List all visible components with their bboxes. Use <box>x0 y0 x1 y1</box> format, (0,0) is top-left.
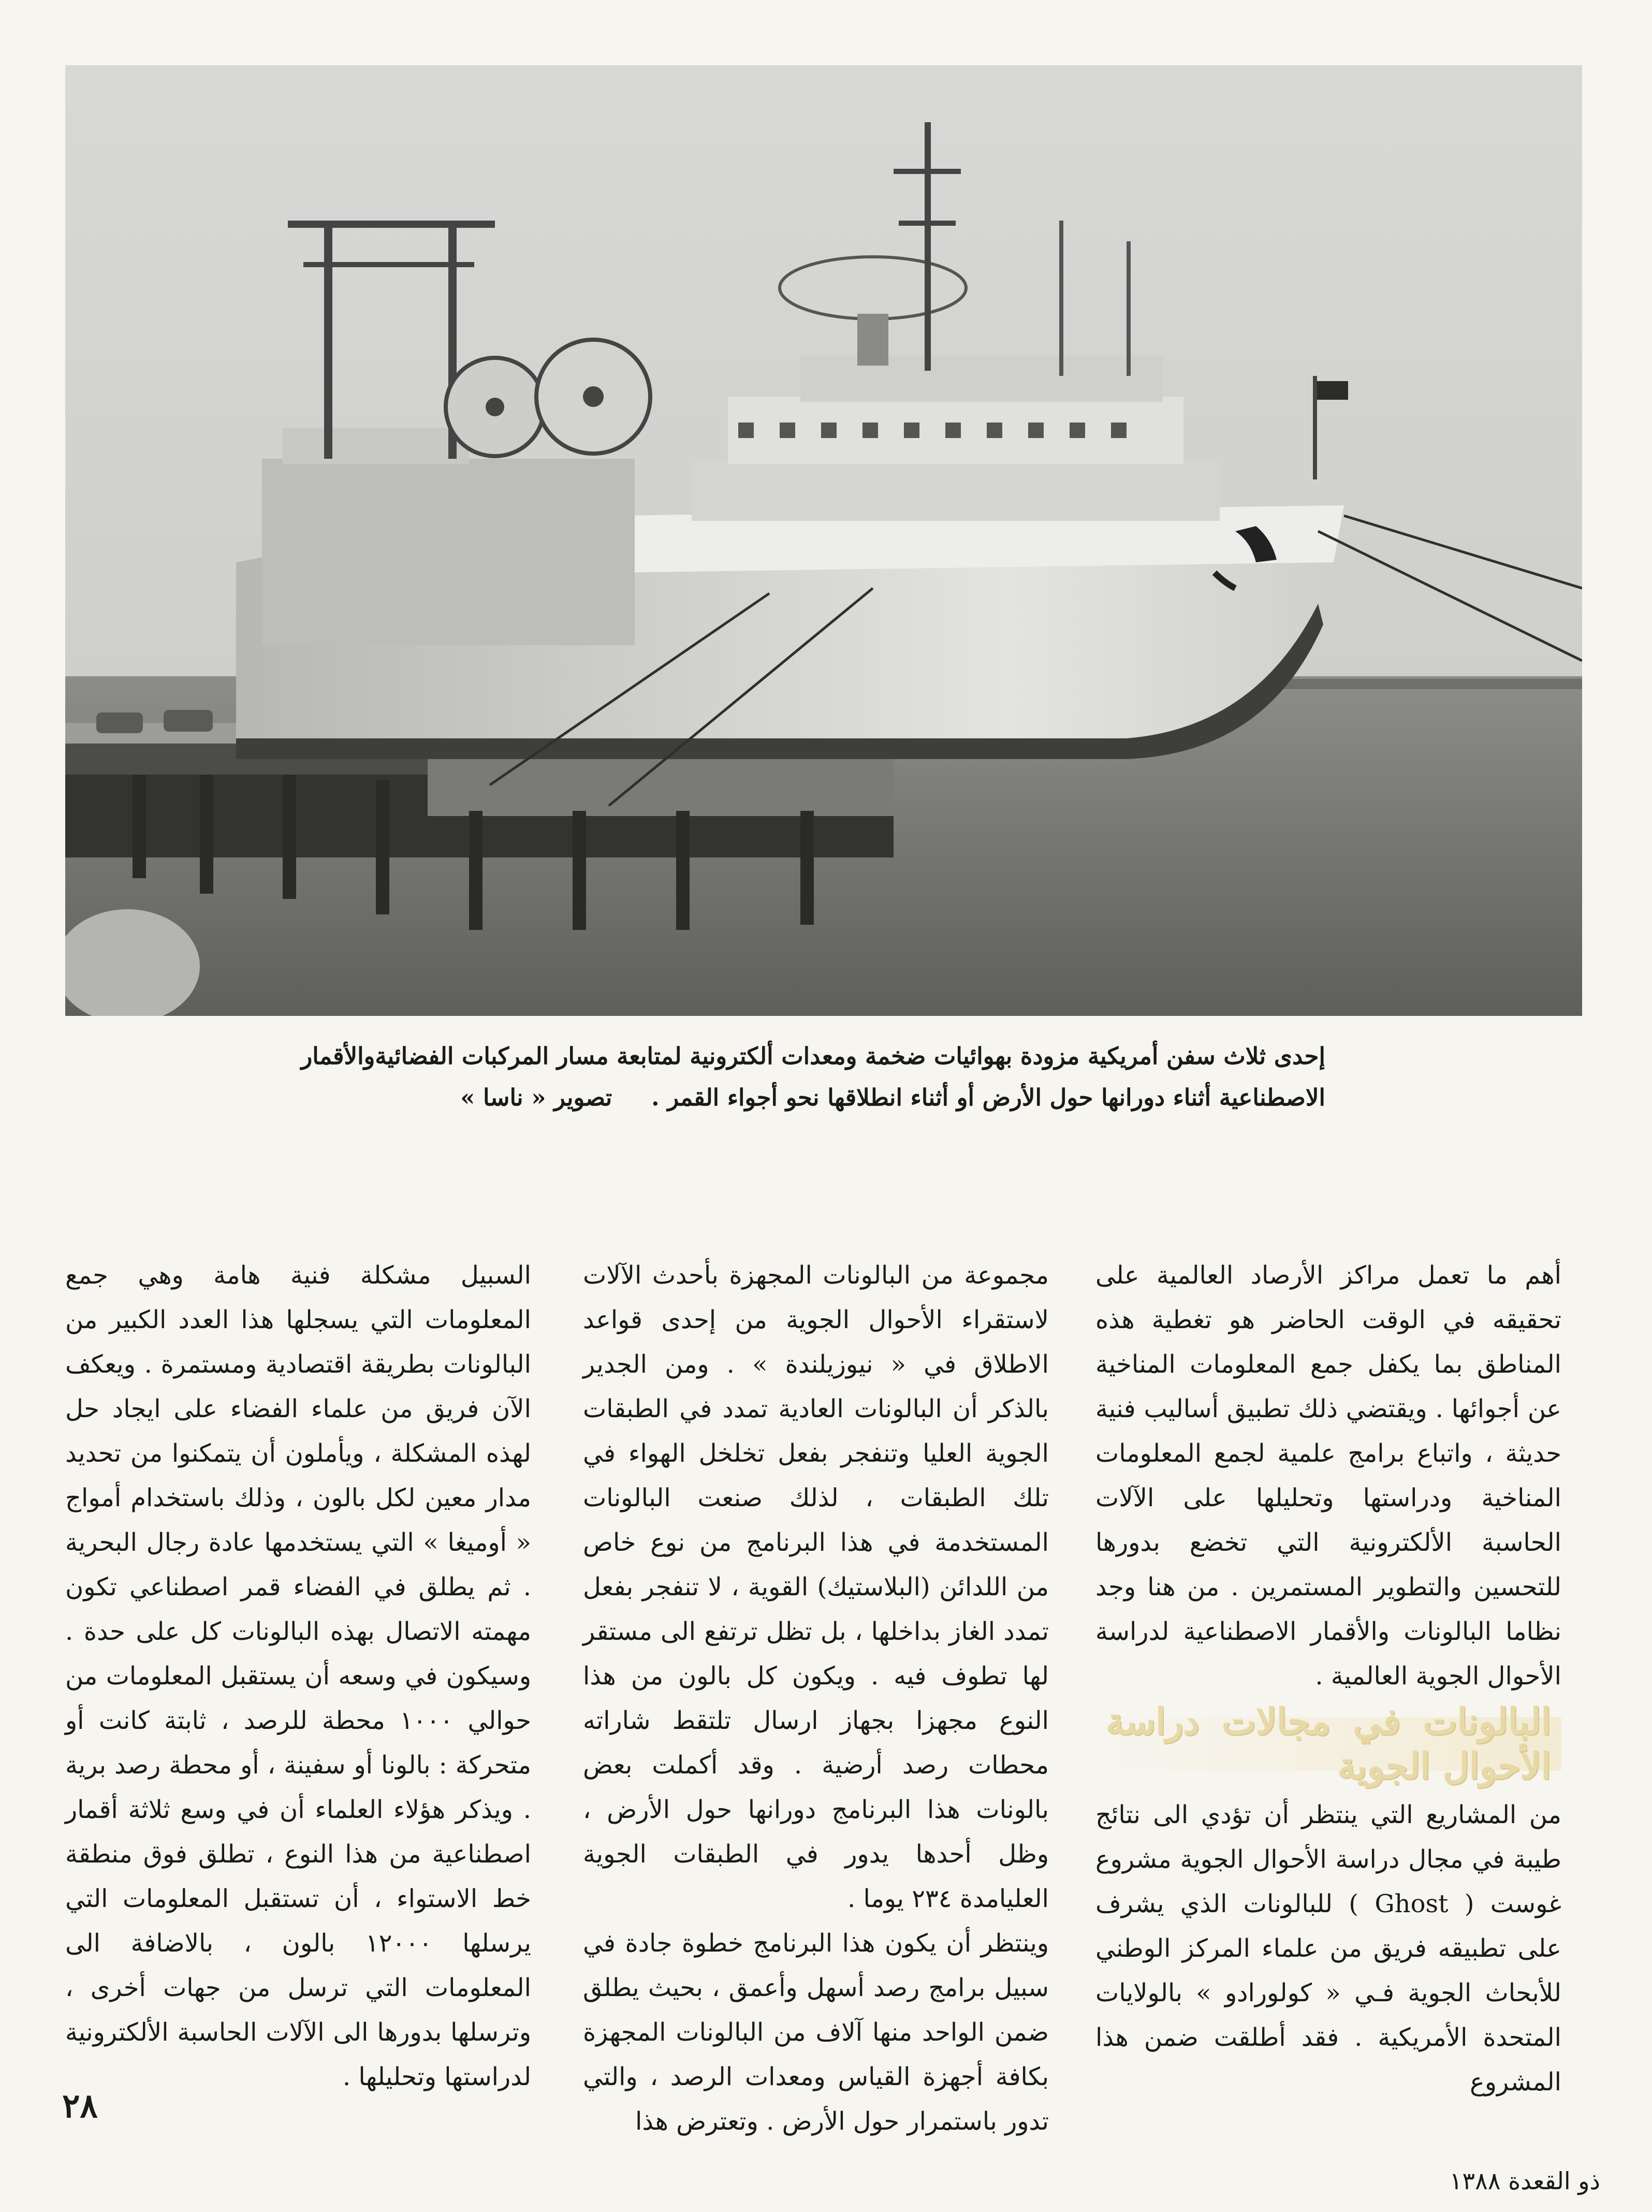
ship-photo <box>65 65 1582 1016</box>
paragraph: أهم ما تعمل مراكز الأرصاد العالمية على تحقيقه في الوقت الحاضر هو تغطية هذه المناطق بما يكفل جمع المعلومات المناخية عن أجوائها . ويقتضي ذلك تطبيق أساليب فنية حديثة ، واتباع برامج علمية لجمع المعلومات المناخية ودراستها وتحليلها على الآلات الحاسبة الألكترونية التي تخضع بدورها للتحسين والتطوير المستمرين . من هنا وجد نظاما البالونات والأقمار الاصطناعية لدراسة الأحوال الجوية العالمية . <box>1095 1261 1561 1691</box>
text-column-right <box>1095 1253 1561 2104</box>
page-number: ٢٨ <box>62 2087 98 2126</box>
photo-caption <box>269 1036 1325 1118</box>
section-heading: البالونات في مجالات دراسة الأحوال الجوية <box>1095 1717 1561 1771</box>
text-column-middle <box>583 1253 1049 2144</box>
photo-credit: تصوير « ناسا » <box>460 1084 612 1111</box>
caption-line-1: إحدى ثلاث سفن أمريكية مزودة بهوائيات ضخمة ومعدات ألكترونية لمتابعة مسار المركبات الفضائيةوالأقمار <box>301 1042 1325 1070</box>
issue-date: ذو القعدة ١٣٨٨ <box>1449 2167 1600 2195</box>
paragraph: وينتظر أن يكون هذا البرنامج خطوة جادة في سبيل برامج رصد أسهل وأعمق ، بحيث يطلق ضمن الواحد منها آلاف من البالونات المجهزة بكافة أجهزة القياس ومعدات الرصد ، والتي تدور باستمرار حول الأرض . وتعترض هذا <box>583 1929 1049 2136</box>
caption-line-2 <box>269 1077 1325 1118</box>
paragraph: السبيل مشكلة فنية هامة وهي جمع المعلومات التي يسجلها هذا العدد الكبير من البالونات بطريقة اقتصادية ومستمرة . ويعكف الآن فريق من علماء الفضاء على ايجاد حل لهذه المشكلة ، ويأملون أن يتمكنوا من تحديد مدار معين لكل بالون ، وذلك باستخدام أمواج « أوميغا » التي يستخدمها عادة رجال البحرية . ثم يطلق في الفضاء قمر اصطناعي تكون مهمته الاتصال بهذه البالونات كل على حدة . وسيكون في وسعه أن يستقبل المعلومات من حوالي ١٠٠٠ محطة للرصد ، ثابتة كانت أو متحركة : بالونا أو سفينة ، أو محطة رصد برية . ويذكر هؤلاء العلماء أن في وسع ثلاثة أقمار اصطناعية من هذا النوع ، تطلق فوق منطقة خط الاستواء ، أن تستقبل المعلومات التي يرسلها ١٢٠٠٠ بالون ، بالاضافة الى المعلومات التي ترسل من جهات أخرى ، وترسلها بدورها الى الآلات الحاسبة الألكترونية لدراستها وتحليلها . <box>65 1261 532 2091</box>
paragraph: من المشاريع التي ينتظر أن تؤدي الى نتائج طيبة في مجال دراسة الأحوال الجوية مشروع غوست ( Ghost ) للبالونات الذي يشرف على تطبيقه فريق من علماء المركز الوطني للأبحاث الجوية فـي « كولورادو » بالولايات المتحدة الأمريكية . فقد أطلقت ضمن هذا المشروع <box>1095 1800 1561 2097</box>
paragraph: مجموعة من البالونات المجهزة بأحدث الآلات لاستقراء الأحوال الجوية من إحدى قواعد الاطلاق في « نيوزيلندة » . ومن الجدير بالذكر أن البالونات العادية تمدد في الطبقات الجوية العليا وتنفجر بفعل تخلخل الهواء في تلك الطبقات ، لذلك صنعت البالونات المستخدمة في هذا البرنامج من نوع خاص من اللدائن (البلاستيك) القوية ، لا تنفجر بفعل تمدد الغاز بداخلها ، بل تظل ترتفع الى مستقر لها تطوف فيه . ويكون كل بالون من هذا النوع مجهزا بجهاز ارسال تلتقط شاراته محطات رصد أرضية . وقد أكملت بعض بالونات هذا البرنامج دورانها حول الأرض ، وظل أحدها يدور في الطبقات الجوية العليامدة ٢٣٤ يوما . <box>583 1261 1049 1913</box>
text-column-left <box>65 1253 531 2099</box>
caption-line-2-text: الاصطناعية أثناء دورانها حول الأرض أو أثناء انطلاقها نحو أجواء القمر . <box>651 1084 1325 1111</box>
